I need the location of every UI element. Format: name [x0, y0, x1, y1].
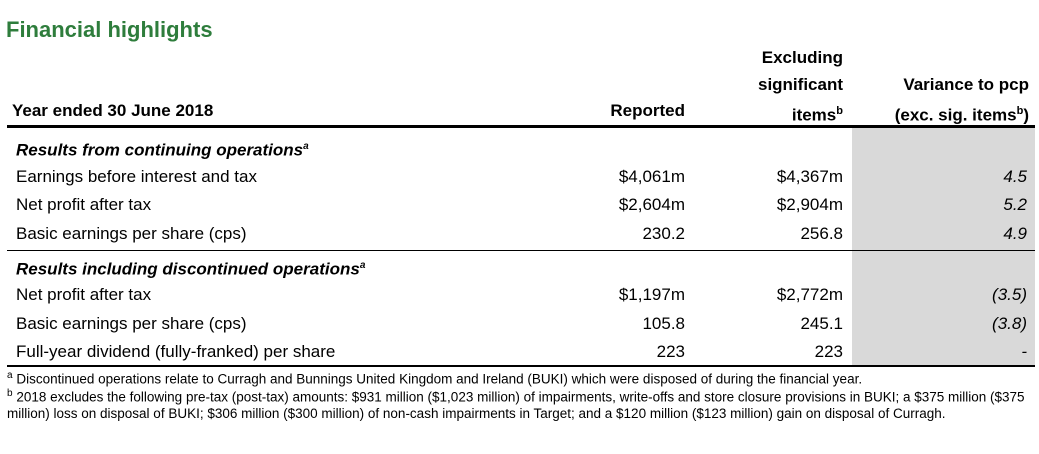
- header-year: Year ended 30 June 2018: [12, 101, 214, 120]
- reported-value: $2,604m: [618, 195, 685, 214]
- footnote-text: 2018 excludes the following pre-tax (post-tax) amounts: $931 million ($1,023 million) of impairments, write-offs and store closure provisions in BUKI; a $375 million ($375 million) loss on disposal of BUKI; $306 million ($300 million) of non-cash impairments in Target; and a $120 million ($123 million) gain on disposal of Curragh.: [7, 389, 1025, 421]
- header-rule: [7, 125, 1035, 128]
- table-row: [0, 280, 1039, 309]
- table-row: [0, 219, 1039, 248]
- section-title-row: [0, 132, 1039, 161]
- excluding-value: $2,772m: [776, 285, 843, 304]
- page-title: Financial highlights: [6, 17, 213, 42]
- table-row: [0, 162, 1039, 191]
- variance-value: 4.5: [1003, 167, 1027, 186]
- table-row: [0, 309, 1039, 338]
- footnote-b: [7, 386, 1037, 422]
- row-label: Full-year dividend (fully-franked) per share: [16, 342, 336, 361]
- header-excluding-line1: Excluding: [761, 48, 843, 67]
- section-title: [16, 132, 309, 165]
- variance-value: -: [1021, 342, 1027, 361]
- header-variance-sup: b: [1016, 105, 1024, 117]
- reported-value: 105.8: [642, 314, 685, 333]
- variance-value: 5.2: [1003, 195, 1027, 214]
- header-reported: Reported: [610, 101, 685, 120]
- excluding-value: 223: [814, 342, 843, 361]
- table-row: [0, 337, 1039, 366]
- header-variance: [895, 71, 1029, 129]
- row-label: Basic earnings per share (cps): [16, 314, 247, 333]
- reported-value: $4,061m: [618, 167, 685, 186]
- section-title-row: [0, 251, 1039, 280]
- row-label: Net profit after tax: [16, 195, 152, 214]
- reported-value: $1,197m: [618, 285, 685, 304]
- excluding-value: $2,904m: [776, 195, 843, 214]
- section-title-text: Results from continuing operations: [16, 140, 304, 160]
- header-excluding-sup: b: [836, 105, 843, 117]
- header-variance-close: ): [1023, 105, 1029, 125]
- reported-value: 230.2: [642, 224, 685, 243]
- header-variance-line1: Variance to pcp: [903, 75, 1029, 94]
- section-title-text: Results including discontinued operations: [16, 259, 360, 279]
- row-label: Basic earnings per share (cps): [16, 224, 247, 243]
- footnote-marker: b: [7, 388, 13, 399]
- reported-value: 223: [656, 342, 685, 361]
- header-variance-text: (exc. sig. items: [894, 105, 1017, 125]
- excluding-value: 245.1: [800, 314, 843, 333]
- footnote-text: Discontinued operations relate to Curragh and Bunnings United Kingdom and Ireland (BUKI) which were disposed of during the financial year.: [16, 371, 863, 387]
- footnote-marker: a: [7, 370, 13, 381]
- section-title: [16, 251, 365, 284]
- header-excluding-line2: significant: [757, 75, 843, 94]
- excluding-value: 256.8: [800, 224, 843, 243]
- variance-value: (3.8): [992, 314, 1027, 333]
- section-sup: a: [303, 141, 309, 152]
- header-excluding: [758, 44, 843, 129]
- variance-value: 4.9: [1003, 224, 1027, 243]
- header-excluding-text: items: [791, 105, 837, 125]
- variance-value: (3.5): [992, 285, 1027, 304]
- excluding-value: $4,367m: [776, 167, 843, 186]
- row-label: Net profit after tax: [16, 285, 152, 304]
- section-sup: a: [359, 260, 366, 271]
- footnote-a: [7, 368, 1037, 388]
- table-row: [0, 190, 1039, 219]
- row-label: Earnings before interest and tax: [16, 167, 257, 186]
